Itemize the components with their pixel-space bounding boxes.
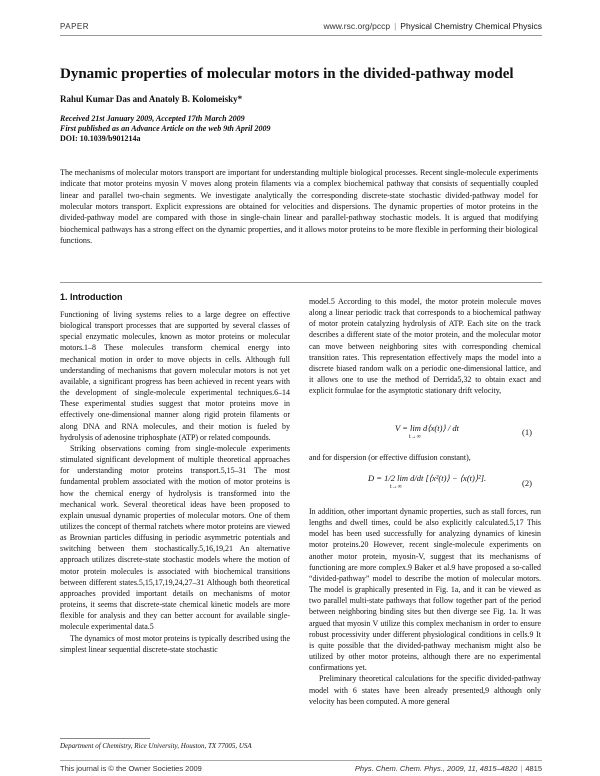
header-rule bbox=[60, 35, 542, 36]
right-column-mid bbox=[309, 452, 541, 463]
citation: Phys. Chem. Chem. Phys., 2009, 11, 4815–4820 bbox=[354, 764, 518, 773]
page-number: 4815 bbox=[525, 764, 542, 773]
eq2-number: (2) bbox=[522, 478, 532, 488]
intro-paragraph: and for dispersion (or effective diffusion constant), bbox=[309, 453, 471, 462]
eq2-rhs: 1/2 lim d/dt [⟨x²(t)⟩ − ⟨x(t)⟩²]. bbox=[384, 473, 487, 483]
intro-paragraph: Striking observations coming from single-molecule experiments stimulated significant development of multiple theoretical approaches for understanding motor proteins transport.5,15–31 The most fundamental problem associated with the motion of motor proteins is how the chemical energy of hydrolysis is transformed into the mechanical work. Several theoretical ideas have been proposed to explain unusual dynamic properties of molecular motors. One of them utilizes the concept of thermal ratchets where motor proteins are viewed as Brownian particles diffusing in periodic asymmetric potentials and switching between them stochastically.5,16,19,21 An alternative approach utilizes discrete-state stochastic models where the motion of motor protein molecules is associated with biochemical transitions between different states.5,15,17,19,24,27–31 Although both theoretical approaches provided important details on mechanisms of motor proteins, it seems that discrete-state chemical kinetic models are more flexible for analysis and they can better account for available single-molecule experimental data.5 bbox=[60, 443, 290, 632]
journal-name: Physical Chemistry Chemical Physics bbox=[400, 21, 542, 31]
affiliation-footnote: Department of Chemistry, Rice University, Houston, TX 77005, USA bbox=[60, 742, 252, 750]
footnote-rule bbox=[60, 738, 150, 739]
intro-paragraph: The dynamics of most motor proteins is typically described using the simplest linear sequential discrete-state stochastic bbox=[60, 633, 290, 654]
eq1-lhs: V bbox=[395, 423, 401, 433]
eq1-limit: t→∞ bbox=[409, 434, 421, 440]
equation-1: V = lim d⟨x(t)⟩ / dt t→∞ bbox=[395, 423, 459, 440]
section-label: PAPER bbox=[60, 22, 90, 31]
intro-paragraph: Functioning of living systems relies to a large degree on effective biological transport processes that are supported by several classes of special enzymatic molecules, known as motor proteins or molecular motors.1–8 These molecules transform chemical energy into mechanical motion in order to move objects in cells. Although full understanding of mechanisms that govern molecular motors is not yet available, a significant progress has been achieved in recent years with the development of single-molecule experimental techniques.6–14 These experimental studies suggest that motor proteins move in effectively one-dimensional manner along rigid protein filaments or along DNA and RNA molecules, and their motion is fueled by hydrolysis of adenosine triphosphate (ATP) or related compounds. bbox=[60, 310, 290, 442]
received-dates: Received 21st January 2009, Accepted 17th March 2009 bbox=[60, 114, 245, 123]
abstract-rule bbox=[60, 282, 542, 283]
page-citation: Phys. Chem. Chem. Phys., 2009, 11, 4815–4820 | 4815 bbox=[354, 764, 542, 773]
abstract: The mechanisms of molecular motors transport are important for understanding multiple biological processes. Recent single-molecule experiments indicate that motor proteins myosin V moves along protein filaments via a complex biochemical pathway that consists of sequentially coupled linear and parallel two-chain segments. We investigate analytically the corresponding discrete-state stochastic divided-pathway model for molecular motors transport. Explicit expressions are obtained for velocities and dispersions. The dynamic properties of motor proteins in the divided-pathway model are compared with those in single-chain linear and parallel-pathway stochastic models. It is argued that modifying biochemical pathways has a strong effect on the dynamic properties, and it allows motor proteins to be more flexible in performing their biological functions. bbox=[60, 168, 538, 246]
intro-paragraph: In addition, other important dynamic properties, such as stall forces, run lengths and dwell times, could be also explicitly calculated.5,17 This model has been used successfully for analyzing dynamics of kinesin motor proteins.20 However, recent single-molecule experiments on another motor protein, myosin-V, suggest that its mechanisms of functioning are more complex.9 Baker et al.9 have proposed a so-called “divided-pathway” model to describe the motion of molecular motors. The model is graphically presented in Fig. 1a, and it can be viewed as two parallel multi-state pathways that follow together part of the period between neighboring binding sites but then diverge see Fig. 1a. It was argued that myosin V utilize this complex mechanism in order to ensure robust processivity under different physiological conditions in cells.9 It is quite possible that the divided-pathway mechanism might also be utilized by other motor proteins, although there are no experimental confirmations yet. bbox=[309, 507, 541, 673]
eq1-number: (1) bbox=[522, 427, 532, 437]
equation-2: D = 1/2 lim d/dt [⟨x²(t)⟩ − ⟨x(t)⟩²]. t→∞ bbox=[368, 473, 487, 490]
intro-paragraph: Preliminary theoretical calculations for the specific divided-pathway model with 6 states have been already presented,9 although only velocity has been computed. A more general bbox=[309, 674, 541, 706]
intro-paragraph: model.5 According to this model, the motor protein molecule moves along a linear periodic track that corresponds to a biochemical pathway of motor protein catalyzing hydrolysis of ATP. Each site on the track describes a different state of the motor protein, and the molecular motor can move between neighboring sites with corresponding chemical transition rates. This representation effectively maps the model into a discrete biased random walk on a periodic one-dimensional lattice, and it allows one to use the method of Derrida5,32 to obtain exact and explicit formulae for the asymptotic stationary drift velocity, bbox=[309, 297, 541, 396]
journal-url[interactable]: www.rsc.org/pccp bbox=[323, 21, 391, 31]
eq2-lhs: D bbox=[368, 473, 375, 483]
paper-title: Dynamic properties of molecular motors in the divided-pathway model bbox=[60, 66, 514, 82]
author-list: Rahul Kumar Das and Anatoly B. Kolomeisky* bbox=[60, 94, 243, 104]
section-heading: 1. Introduction bbox=[60, 292, 123, 302]
copyright: This journal is © the Owner Societies 2009 bbox=[60, 764, 202, 773]
eq2-limit: t→∞ bbox=[390, 484, 402, 490]
published-date: First published as an Advance Article on the web 9th April 2009 bbox=[60, 124, 271, 133]
doi[interactable]: DOI: 10.1039/b901214a bbox=[60, 134, 141, 143]
eq1-rhs: lim d⟨x(t)⟩ / dt bbox=[410, 423, 459, 433]
journal-header: www.rsc.org/pccp | Physical Chemistry Chemical Physics bbox=[323, 21, 542, 31]
right-column-top bbox=[309, 296, 541, 396]
footer-rule bbox=[60, 760, 542, 761]
right-column-bottom bbox=[309, 506, 541, 707]
left-column bbox=[60, 309, 290, 655]
